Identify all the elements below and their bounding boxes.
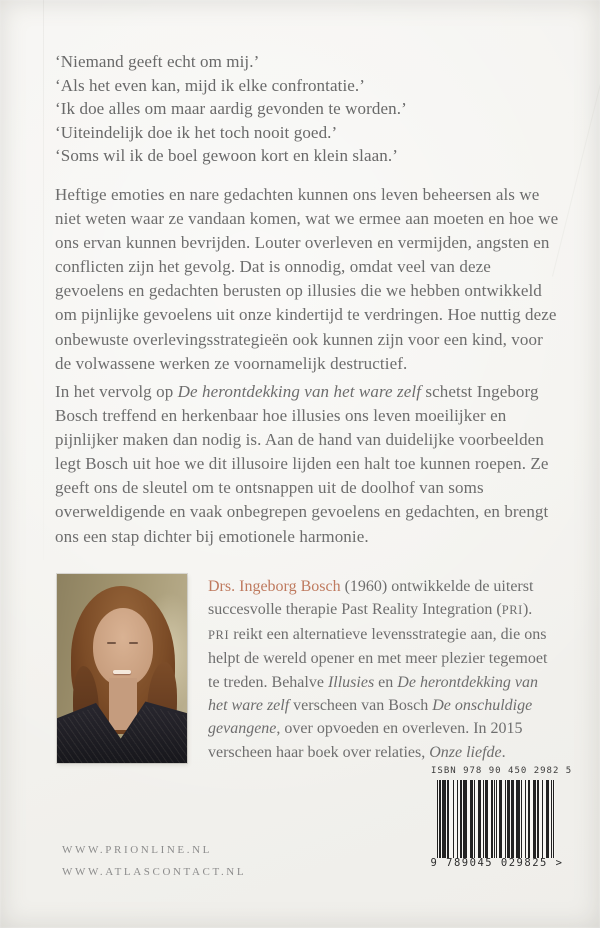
- paper-crease: [43, 0, 44, 560]
- ean13-barcode: [437, 780, 555, 858]
- quote-line: ‘Ik doe alles om maar aardig gevonden te worden.’: [55, 99, 407, 119]
- book-title-liefde: Onze liefde: [429, 743, 502, 761]
- author-bio: [208, 575, 554, 764]
- quote-line: ‘Soms wil ik de boel gewoon kort en klein slaan.’: [55, 146, 398, 166]
- pri-abbreviation: PRI: [501, 603, 523, 618]
- bio-text: verscheen van Bosch: [289, 697, 433, 715]
- bio-text: en: [374, 673, 398, 691]
- publisher-website-link: WWW.ATLASCONTACT.NL: [62, 866, 247, 878]
- isbn-label: ISBN 978 90 450 2982 5: [431, 766, 573, 776]
- bio-text: .: [501, 743, 506, 761]
- website-links: [62, 839, 246, 883]
- bio-text: , over opvoeden en overleven. In 2015 verscheen haar boek over relaties,: [208, 720, 523, 761]
- author-eye: [129, 642, 138, 644]
- book-title-illusies: Illusies: [327, 673, 375, 691]
- bio-text: (1960) ontwikkelde de uiterst succesvolle therapie Past Reality Integration (: [208, 578, 534, 619]
- author-face: [93, 608, 153, 686]
- sequel-paragraph: [55, 380, 563, 549]
- sequel-lead: In het vervolg op: [55, 382, 178, 401]
- bio-text: ).: [522, 601, 533, 619]
- bio-text: reikt een alternatieve levensstrategie aan, die ons helpt de wereld opener en met meer plezier tegemoet te treden. Behalve: [208, 625, 548, 691]
- book-title-gevangene: De onschuldige gevangene: [208, 697, 533, 738]
- barcode-digits: 9 789045 029825 >: [430, 857, 564, 869]
- quote-line: ‘Uiteindelijk doe ik het toch nooit goed.’: [55, 122, 338, 142]
- author-smile: [113, 670, 131, 674]
- pri-website-link: WWW.PRIONLINE.NL: [62, 844, 212, 856]
- sequel-rest: schetst Ingeborg Bosch treffend en herkenbaar hoe illusies ons leven moeilijker en pijnlijker maken dan nodig is. Aan de hand van duidelijke voorbeelden legt Bosch uit hoe we dit illusoire lijden een halt toe kunnen roepen. Ze geeft ons de sleutel om te ontsnappen uit de doolhof van soms overweldigende en vaak onbegrepen gevoelens en gedachten, en brengt ons een stap dichter bij emotionele harmonie.: [55, 382, 549, 546]
- barcode-bar: [553, 780, 554, 858]
- author-name: Drs. Ingeborg Bosch: [208, 578, 341, 595]
- pri-abbreviation: PRI: [208, 627, 230, 642]
- quote-line: ‘Niemand geeft echt om mij.’: [55, 52, 260, 71]
- author-eye: [107, 642, 116, 644]
- quote-line: ‘Als het even kan, mijd ik elke confrontatie.’: [55, 75, 366, 95]
- quotes-block: [55, 50, 407, 168]
- author-portrait-photo: [57, 574, 187, 763]
- book-title-herontdekking: De herontdekking van het ware zelf: [208, 673, 538, 715]
- book-title-herontdekking: De herontdekking van het ware zelf: [177, 382, 422, 401]
- synopsis-paragraph: Heftige emoties en nare gedachten kunnen ons leven beheersen als we niet weten waar ze vandaan komen, wat we ermee aan moeten en hoe we ons ervan kunnen bevrijden. Louter overleven en vermijden, angsten en conflicten zijn het gevolg. Dat is onnodig, omdat veel van deze gevoelens en gedachten berusten op illusies die we hebben ontwikkeld om pijnlijke gevoelens uit onze kindertijd te verdringen. Hoe nuttig deze onbewuste overlevingsstrategieën ook kunnen zijn voor een kind, voor de volwassene werken ze voornamelijk destructief.: [55, 185, 559, 373]
